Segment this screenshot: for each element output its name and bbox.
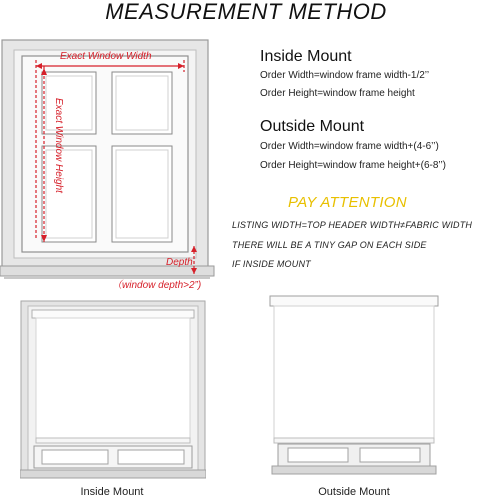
height-label: Exact Window Height bbox=[53, 98, 64, 193]
inside-mount-line-2: Order Height=window frame height bbox=[260, 88, 415, 99]
inside-mount-caption: Inside Mount bbox=[80, 486, 144, 498]
window-measurement-diagram bbox=[0, 38, 232, 288]
inside-mount-heading: Inside Mount bbox=[260, 48, 352, 65]
attention-line-1: LISTING WIDTH=TOP HEADER WIDTH≠FABRIC WIDTH bbox=[232, 220, 473, 230]
outside-mount-line-2: Order Height=window frame height+(6-8’’) bbox=[260, 160, 447, 171]
outside-mount-line-1: Order Width=window frame width+(4-6’’) bbox=[260, 141, 439, 152]
outside-mount-illustration bbox=[268, 294, 440, 478]
attention-line-3: IF INSIDE MOUNT bbox=[232, 259, 311, 269]
inside-mount-illustration bbox=[20, 300, 206, 480]
width-label: Exact Window Width bbox=[60, 51, 152, 62]
outside-mount-heading: Outside Mount bbox=[260, 118, 365, 135]
depth-note: （window depth>2”) bbox=[112, 280, 202, 291]
inside-mount-line-1: Order Width=window frame width-1/2’’ bbox=[260, 70, 430, 81]
pay-attention-heading: PAY ATTENTION bbox=[288, 194, 407, 211]
page-title: MEASUREMENT METHOD bbox=[105, 0, 387, 24]
depth-label: Depth bbox=[166, 257, 193, 268]
attention-line-2: THERE WILL BE A TINY GAP ON EACH SIDE bbox=[232, 240, 427, 250]
outside-mount-caption: Outside Mount bbox=[318, 486, 390, 498]
